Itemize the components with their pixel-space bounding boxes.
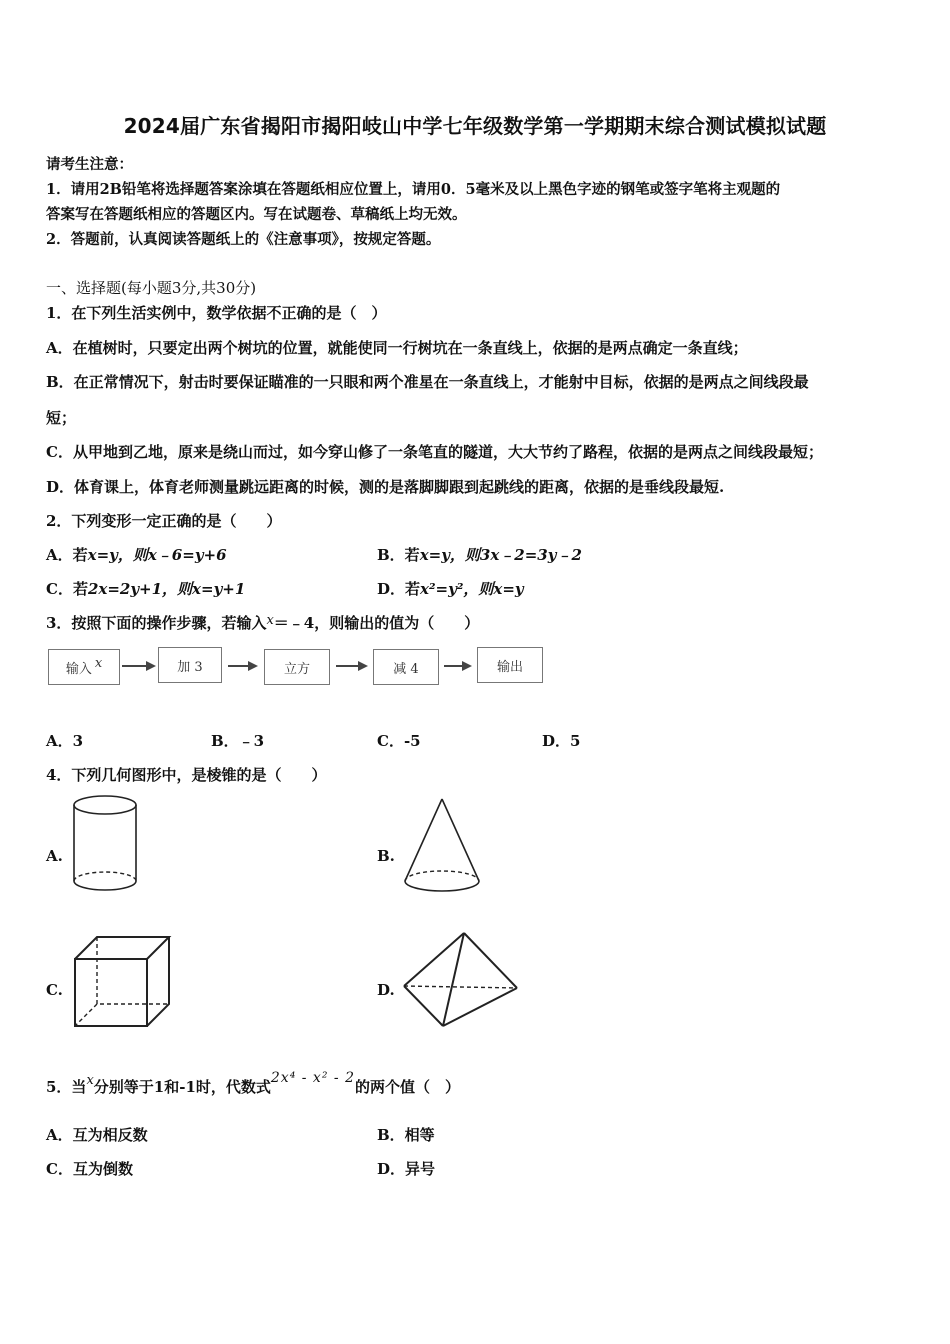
q2-stem: 2．下列变形一定正确的是（ ） (46, 512, 282, 530)
q2-option-b-label: B．若 (377, 546, 420, 564)
flow-arrowhead-2 (248, 661, 258, 671)
cube-figure (70, 932, 176, 1032)
q3-option-b: B．﹣3 (211, 732, 265, 750)
flow-box-output: 输出 (477, 647, 543, 683)
q4-stem: 4．下列几何图形中，是棱锥的是（ ） (46, 766, 327, 784)
q4-label-c: C. (46, 981, 63, 999)
page-title: 2024届广东省揭阳市揭阳岐山中学七年级数学第一学期期末综合测试模拟试题 (123, 114, 827, 138)
flow-arrowhead-4 (462, 661, 472, 671)
q2-option-d-expr: x²=y²，则x=y (420, 580, 524, 598)
notice-line-1a: 1．请用2B铅笔将选择题答案涂填在答题纸相应位置上，请用0．5毫米及以上黑色字迹的钢笔或签字笔将主观题的 (46, 181, 781, 198)
q5-expression: 2x⁴ - x² - 2 (270, 1070, 355, 1086)
q3-stem-x: x (266, 613, 274, 628)
q4-label-b: B. (377, 847, 395, 865)
q2-option-c-label: C．若 (46, 580, 88, 598)
q3-option-c: C．-5 (377, 732, 421, 750)
q1-option-b-line2: 短； (46, 409, 77, 427)
q3-stem-part-a: 3．按照下面的操作步骤，若输入 (46, 614, 267, 632)
q1-option-b-line1: B．在正常情况下，射击时要保证瞄准的一只眼和两个准星在一条直线上，才能射中目标，依据的是两点之间线段最 (46, 373, 809, 391)
flow-box-minus4: 减 4 (373, 649, 439, 685)
section-heading: 一、选择题(每小题3分,共30分) (46, 279, 257, 297)
q5-stem (46, 1070, 460, 1097)
flow-arrow-2 (228, 665, 250, 667)
q4-label-a: A. (46, 847, 63, 865)
flow-box-input (48, 649, 120, 685)
flow-arrow-3 (336, 665, 360, 667)
q2-option-a (46, 544, 227, 565)
cylinder-figure (68, 793, 142, 895)
q2-option-c-expr: 2x=2y+1，则x=y+1 (87, 580, 246, 598)
q2-option-a-expr: x=y，则x﹣6=y+6 (87, 546, 227, 564)
q3-stem (46, 612, 479, 633)
q5-option-b: B．相等 (377, 1126, 435, 1144)
q5-option-a: A．互为相反数 (46, 1126, 148, 1144)
flow-box-cube: 立方 (264, 649, 330, 685)
flow-arrowhead-1 (146, 661, 156, 671)
q2-option-d-label: D．若 (377, 580, 421, 598)
q3-option-a: A．3 (46, 732, 84, 750)
q1-stem: 1．在下列生活实例中，数学依据不正确的是（ ） (46, 304, 387, 322)
pyramid-figure (400, 928, 522, 1032)
flow-box-input-x: x (94, 655, 103, 671)
q2-option-a-label: A．若 (46, 546, 88, 564)
q2-option-d (377, 578, 524, 599)
q1-option-d: D．体育课上，体育老师测量跳远距离的时候，测的是落脚脚跟到起跳线的距离，依据的是垂线段最短. (46, 478, 725, 496)
q5-stem-part-b: 分别等于1和-1时，代数式 (93, 1078, 271, 1096)
flow-arrow-1 (122, 665, 148, 667)
flow-box-input-label: 输入 (65, 661, 92, 677)
notice-line-1b: 答案写在答题纸相应的答题区内。写在试题卷、草稿纸上均无效。 (46, 206, 467, 223)
q5-stem-part-c: 的两个值（ ） (354, 1078, 460, 1096)
flow-box-add3: 加 3 (158, 647, 222, 683)
q3-option-d: D．5 (542, 732, 581, 750)
cone-figure (400, 793, 484, 895)
q4-label-d: D. (377, 981, 395, 999)
notice-heading: 请考生注意： (46, 156, 133, 173)
q2-option-c (46, 578, 245, 599)
q3-stem-part-b: ＝﹣4，则输出的值为（ ） (273, 614, 480, 632)
flow-arrow-4 (444, 665, 464, 667)
flow-arrowhead-3 (358, 661, 368, 671)
q2-option-b-expr: x=y，则3x﹣2=3y﹣2 (419, 546, 582, 564)
q1-option-c: C．从甲地到乙地，原来是绕山而过，如今穿山修了一条笔直的隧道，大大节约了路程，依据的是两点之间线段最短； (46, 443, 823, 461)
q2-option-b (377, 544, 582, 565)
q5-option-c: C．互为倒数 (46, 1160, 133, 1178)
q5-stem-part-a: 5．当 (46, 1078, 87, 1096)
q1-option-a: A．在植树时，只要定出两个树坑的位置，就能使同一行树坑在一条直线上，依据的是两点确定一条直线； (46, 339, 748, 357)
q5-option-d: D．异号 (377, 1160, 436, 1178)
q5-stem-x: x (86, 1073, 94, 1088)
notice-line-2: 2．答题前，认真阅读答题纸上的《注意事项》，按规定答题。 (46, 231, 441, 248)
